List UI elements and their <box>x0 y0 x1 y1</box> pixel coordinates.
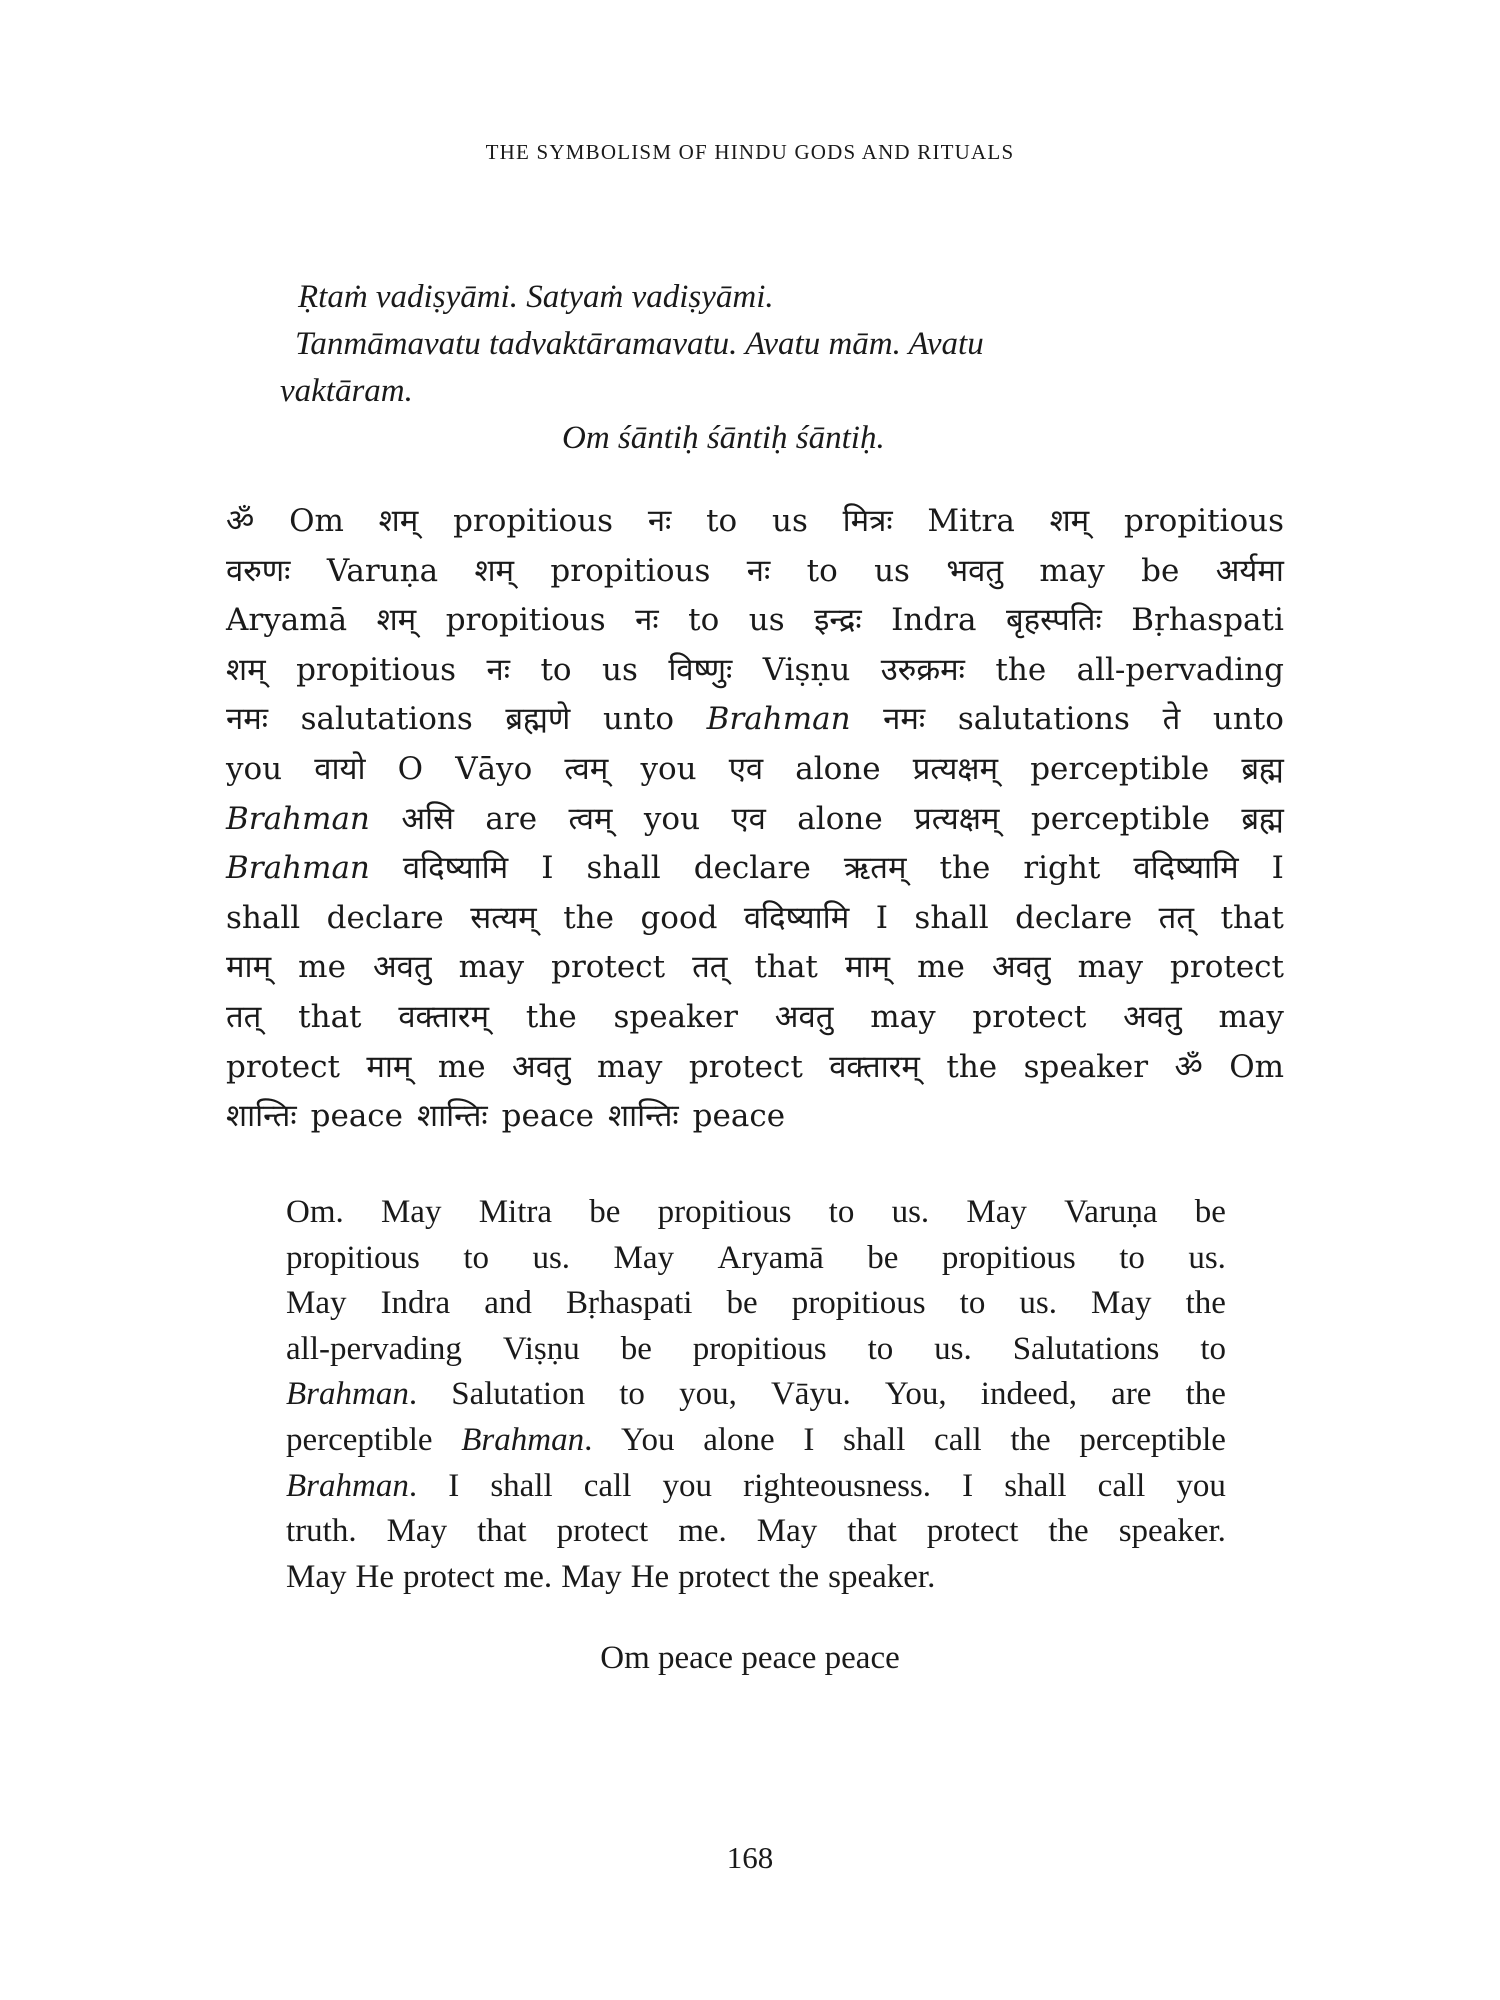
translation-word: May <box>561 1558 622 1595</box>
translation-word: speaker. <box>1118 1513 1226 1550</box>
translation-word: Aryamā <box>717 1239 824 1276</box>
glossary-word: ॐ <box>226 503 255 539</box>
translation-word: righteousness. <box>743 1467 932 1504</box>
verse-line: Ṛtaṁ vadiṣyāmi. Satyaṁ vadiṣyāmi. <box>298 279 774 315</box>
glossary-word: Indra <box>891 602 977 639</box>
glossary-word: the <box>525 998 577 1035</box>
glossary-word: माम् <box>844 949 891 986</box>
glossary-word: that <box>1220 899 1284 936</box>
translation-word: be <box>867 1239 899 1276</box>
glossary-word: नः <box>486 651 510 688</box>
glossary-word: नः <box>647 503 672 539</box>
translation-word: May <box>380 1194 442 1230</box>
translation-word: us. <box>1188 1239 1226 1276</box>
glossary-word: ते <box>1162 701 1181 738</box>
glossary-word: ब्रह्म <box>1241 750 1284 787</box>
translation-word: propitious <box>692 1330 827 1367</box>
translation-word: May <box>286 1285 347 1322</box>
glossary-word: वक्तारम् <box>398 998 490 1035</box>
glossary-word: एव <box>728 750 764 787</box>
translation-word: and <box>484 1285 532 1322</box>
translation-word: Salutation <box>451 1376 586 1413</box>
glossary-line <box>226 646 1284 696</box>
translation-word: Brahman. <box>461 1421 593 1458</box>
glossary-word: unto <box>602 701 675 738</box>
glossary-word: to <box>806 552 838 589</box>
glossary-word: Bṛhaspati <box>1131 602 1284 639</box>
glossary-word: declare <box>326 899 444 936</box>
verse-line: vaktāram. <box>280 373 413 409</box>
glossary-line <box>226 795 1284 845</box>
glossary-word: Mitra <box>927 503 1015 539</box>
translation-word: Brahman. <box>286 1376 418 1413</box>
glossary-word: नमः <box>883 701 926 738</box>
translation-word: protect <box>556 1513 649 1550</box>
glossary-word: प्रत्यक्षम् <box>912 750 999 787</box>
glossary-word: to <box>688 602 720 639</box>
glossary-word: वदिष्यामि <box>1133 850 1239 887</box>
translation-word: you <box>1176 1467 1226 1504</box>
translation-word: us. <box>891 1194 930 1230</box>
translation-word: all-pervading <box>286 1330 462 1367</box>
translation-word: you <box>662 1467 712 1504</box>
glossary-word: ब्रह्म <box>1241 800 1284 837</box>
glossary-word: ब्रह्मणे <box>505 701 571 738</box>
glossary-word: to <box>540 651 572 688</box>
translation-line <box>286 1418 1226 1464</box>
translation-word: that <box>847 1513 897 1550</box>
glossary-word: the <box>939 850 991 887</box>
translation-word: I <box>448 1467 460 1504</box>
translation-word: to <box>463 1239 489 1276</box>
translation-word: May <box>966 1194 1027 1230</box>
glossary-word: ॐ <box>1174 1048 1203 1085</box>
translation-word: protect <box>678 1558 770 1595</box>
glossary-word: alone <box>795 750 881 787</box>
translation-word: propitious <box>286 1239 420 1276</box>
glossary-word: शम् <box>1049 503 1090 539</box>
glossary-word: भवतु <box>946 552 1004 589</box>
translation-line <box>286 1372 1226 1418</box>
glossary-word: एव <box>731 800 766 837</box>
translation-word: to <box>619 1376 645 1413</box>
glossary-word: Varuṇa <box>326 552 439 589</box>
glossary-word: Om <box>289 503 344 539</box>
glossary-word: माम् <box>226 949 272 986</box>
translation-word: Om. <box>286 1194 344 1230</box>
page-number: 168 <box>726 1840 774 1875</box>
glossary-word: perceptible <box>1030 800 1210 837</box>
glossary-word: शम् <box>376 602 417 639</box>
translation-word: perceptible <box>286 1421 433 1458</box>
translation-word: Brahman. <box>286 1467 418 1504</box>
glossary-word: तत् <box>1158 899 1195 936</box>
translation-word: to <box>1200 1330 1226 1367</box>
glossary-line <box>226 1092 1284 1142</box>
glossary-word: to <box>706 503 738 539</box>
translation-word: indeed, <box>980 1376 1078 1413</box>
glossary-word: that <box>754 949 818 986</box>
glossary-word: Aryamā <box>226 602 348 639</box>
sanskrit-verse <box>280 274 1280 462</box>
glossary-word: protect <box>1170 949 1284 986</box>
translation-word: alone <box>703 1421 775 1458</box>
translation-word: you, <box>679 1376 737 1413</box>
glossary-word: शम् <box>378 503 419 539</box>
glossary-word: peace <box>310 1098 404 1135</box>
glossary-word: perceptible <box>1030 750 1210 787</box>
glossary-word: मित्रः <box>842 503 893 539</box>
glossary-word: us <box>602 651 638 688</box>
translation-word: that <box>477 1513 527 1550</box>
translation-line <box>286 1236 1226 1282</box>
translation-word: to <box>1119 1239 1145 1276</box>
translation-line <box>286 1327 1226 1373</box>
glossary-word: अवतु <box>991 949 1051 986</box>
glossary-word: Om <box>1229 1048 1284 1085</box>
glossary-word: you <box>226 750 283 787</box>
translation-line <box>286 1464 1226 1510</box>
translation-word: us. <box>1019 1285 1057 1322</box>
glossary-word: the <box>995 651 1047 688</box>
translation-line <box>286 1190 1226 1236</box>
glossary-word: that <box>298 998 362 1035</box>
glossary-word: may <box>1077 949 1143 986</box>
glossary-word: Viṣṇu <box>762 651 851 688</box>
translation-word: You <box>621 1421 675 1458</box>
glossary-word: अवतु <box>774 998 834 1035</box>
translation-word: May <box>613 1239 675 1276</box>
translation-word: perceptible <box>1079 1421 1226 1458</box>
translation-word: He <box>355 1558 394 1595</box>
translation-word: Mitra <box>478 1194 553 1230</box>
glossary-word: त्वम् <box>564 750 609 787</box>
translation-word: May <box>386 1513 448 1550</box>
translation-word: May <box>756 1513 818 1550</box>
glossary-word: Brahman <box>226 800 370 837</box>
glossary-line <box>226 993 1284 1043</box>
glossary-word: शान्तिः <box>226 1098 297 1135</box>
translation-word: Vāyu. <box>770 1376 851 1413</box>
translation-word: the <box>778 1558 820 1595</box>
translation-word: propitious <box>791 1285 926 1322</box>
translation-word: I <box>803 1421 815 1458</box>
translation-word: Bṛhaspati <box>565 1285 693 1322</box>
translation-word: Salutations <box>1012 1330 1160 1367</box>
glossary-word: वरुणः <box>226 552 291 589</box>
verse-line: Om śāntiḥ śāntiḥ śāntiḥ. <box>562 420 885 456</box>
translation-word: me. <box>503 1558 553 1595</box>
glossary-line <box>226 745 1284 795</box>
translation-word: propitious <box>941 1239 1076 1276</box>
translation-word: protect <box>926 1513 1019 1550</box>
glossary-word: are <box>485 800 538 837</box>
translation-word: Viṣṇu <box>502 1330 580 1367</box>
translation-word: May <box>1091 1285 1152 1322</box>
translation-word: Indra <box>380 1285 451 1322</box>
translation-word: be <box>1194 1194 1226 1230</box>
glossary-word: you <box>643 800 701 837</box>
glossary-word: propitious <box>445 602 606 639</box>
glossary-word: वदिष्यामि <box>743 899 850 936</box>
glossary-line <box>226 695 1284 745</box>
glossary-word: नः <box>635 602 659 639</box>
glossary-word: I <box>541 850 554 887</box>
glossary-word: all-pervading <box>1076 651 1284 688</box>
glossary-word: right <box>1023 850 1101 887</box>
glossary-word: तत् <box>692 949 728 986</box>
glossary-word: I <box>875 899 888 936</box>
glossary-word: बृहस्पतिः <box>1005 602 1102 639</box>
glossary-word: the <box>563 899 614 936</box>
glossary-word: protect <box>551 949 666 986</box>
closing-line: Om peace peace peace <box>600 1640 900 1676</box>
glossary-word: shall <box>586 850 661 887</box>
glossary-word: you <box>640 750 697 787</box>
glossary-word: us <box>772 503 808 539</box>
glossary-word: वदिष्यामि <box>402 850 509 887</box>
translation-word: call <box>934 1421 982 1458</box>
translation-word: shall <box>843 1421 906 1458</box>
glossary-word: good <box>640 899 718 936</box>
translation-word: propitious <box>657 1194 792 1230</box>
glossary-line <box>226 547 1284 597</box>
translation-word: the <box>1048 1513 1089 1550</box>
translation-word: to <box>959 1285 986 1322</box>
translation-line <box>286 1281 1226 1327</box>
glossary-word: त्वम् <box>568 800 613 837</box>
translation-word: be <box>589 1194 621 1230</box>
glossary-line <box>226 1043 1284 1093</box>
translation-word: us. <box>934 1330 972 1367</box>
glossary-word: I <box>1271 850 1284 887</box>
glossary-word: may <box>597 1048 663 1085</box>
glossary-word: नमः <box>226 701 269 738</box>
glossary-word: propitious <box>550 552 711 589</box>
glossary-word: shall <box>914 899 989 936</box>
glossary-word: salutations <box>957 701 1130 738</box>
translation-word: You, <box>884 1376 947 1413</box>
translation-word: me. <box>678 1513 727 1550</box>
translation-word: Varuṇa <box>1064 1194 1158 1230</box>
glossary-word: us <box>874 552 910 589</box>
glossary-word: salutations <box>300 701 473 738</box>
glossary-word: अवतु <box>512 1048 571 1085</box>
glossary-word: declare <box>1015 899 1133 936</box>
translation-line <box>286 1555 1226 1601</box>
verse-line: Tanmāmavatu tadvaktāramavatu. Avatu mām. Avatu <box>295 326 984 362</box>
translation-word: to <box>867 1330 894 1367</box>
glossary-word: propitious <box>296 651 457 688</box>
glossary-word: माम् <box>366 1048 412 1085</box>
glossary-word: Brahman <box>706 701 851 738</box>
glossary-word: तत् <box>226 998 262 1035</box>
translation-word: the <box>1185 1376 1226 1413</box>
glossary-word: me <box>298 949 346 986</box>
translation-word: us. <box>532 1239 571 1276</box>
glossary-word: propitious <box>453 503 614 539</box>
glossary-word: protect <box>688 1048 803 1085</box>
glossary-word: shall <box>226 899 301 936</box>
translation-word: speaker. <box>828 1558 936 1595</box>
glossary-line <box>226 497 1284 547</box>
word-glossary <box>226 497 1284 1142</box>
glossary-word: unto <box>1212 701 1284 738</box>
glossary-word: नः <box>746 552 771 589</box>
glossary-word: असि <box>401 800 454 837</box>
glossary-word: may <box>870 998 936 1035</box>
translation-word: shall <box>1004 1467 1067 1504</box>
glossary-word: us <box>748 602 785 639</box>
translation-word: call <box>1097 1467 1146 1504</box>
glossary-word: अवतु <box>372 949 432 986</box>
glossary-word: इन्द्रः <box>814 602 862 639</box>
glossary-line <box>226 894 1284 944</box>
glossary-word: ऋतम् <box>843 850 907 887</box>
translation-word: shall <box>490 1467 553 1504</box>
glossary-word: O <box>397 750 424 787</box>
glossary-word: उरुक्रमः <box>880 651 965 688</box>
translation-word: the <box>1185 1285 1226 1322</box>
glossary-word: शम् <box>474 552 515 589</box>
glossary-word: speaker <box>1023 1048 1149 1085</box>
translation-word: are <box>1111 1376 1152 1413</box>
glossary-word: speaker <box>613 998 738 1035</box>
glossary-line <box>226 943 1284 993</box>
glossary-word: शान्तिः <box>608 1098 679 1135</box>
glossary-word: be <box>1141 552 1180 589</box>
glossary-word: शम् <box>226 651 266 688</box>
glossary-word: me <box>437 1048 486 1085</box>
glossary-word: declare <box>693 850 811 887</box>
glossary-word: may <box>1218 998 1284 1035</box>
glossary-word: protect <box>972 998 1087 1035</box>
translation-word: I <box>962 1467 974 1504</box>
glossary-word: सत्यम् <box>470 899 537 936</box>
glossary-word: प्रत्यक्षम् <box>914 800 1000 837</box>
translation-word: truth. <box>286 1513 357 1550</box>
glossary-word: may <box>458 949 525 986</box>
glossary-word: protect <box>226 1048 340 1085</box>
glossary-word: शान्तिः <box>417 1098 488 1135</box>
glossary-line <box>226 596 1284 646</box>
glossary-word: me <box>917 949 965 986</box>
english-translation <box>286 1190 1226 1600</box>
glossary-word: peace <box>692 1098 786 1135</box>
glossary-word: may <box>1039 552 1105 589</box>
glossary-line <box>226 844 1284 894</box>
glossary-word: peace <box>501 1098 595 1135</box>
translation-line <box>286 1509 1226 1555</box>
glossary-word: अवतु <box>1123 998 1182 1035</box>
glossary-word: अर्यमा <box>1215 552 1284 589</box>
glossary-word: the <box>946 1048 998 1085</box>
translation-word: protect <box>402 1558 495 1595</box>
glossary-word: वायो <box>314 750 366 787</box>
translation-word: He <box>630 1558 670 1595</box>
glossary-word: alone <box>797 800 883 837</box>
translation-word: the <box>1010 1421 1051 1458</box>
glossary-word: propitious <box>1124 503 1284 539</box>
glossary-word: Vāyo <box>455 750 533 787</box>
glossary-word: विष्णुः <box>668 651 733 688</box>
translation-word: be <box>726 1285 758 1322</box>
running-head: THE SYMBOLISM OF HINDU GODS AND RITUALS <box>485 140 1015 164</box>
glossary-word: Brahman <box>226 850 370 887</box>
glossary-word: वक्तारम् <box>829 1048 920 1085</box>
translation-word: be <box>620 1330 652 1367</box>
translation-word: to <box>828 1194 855 1230</box>
translation-word: call <box>583 1467 632 1504</box>
translation-word: May <box>286 1558 347 1595</box>
